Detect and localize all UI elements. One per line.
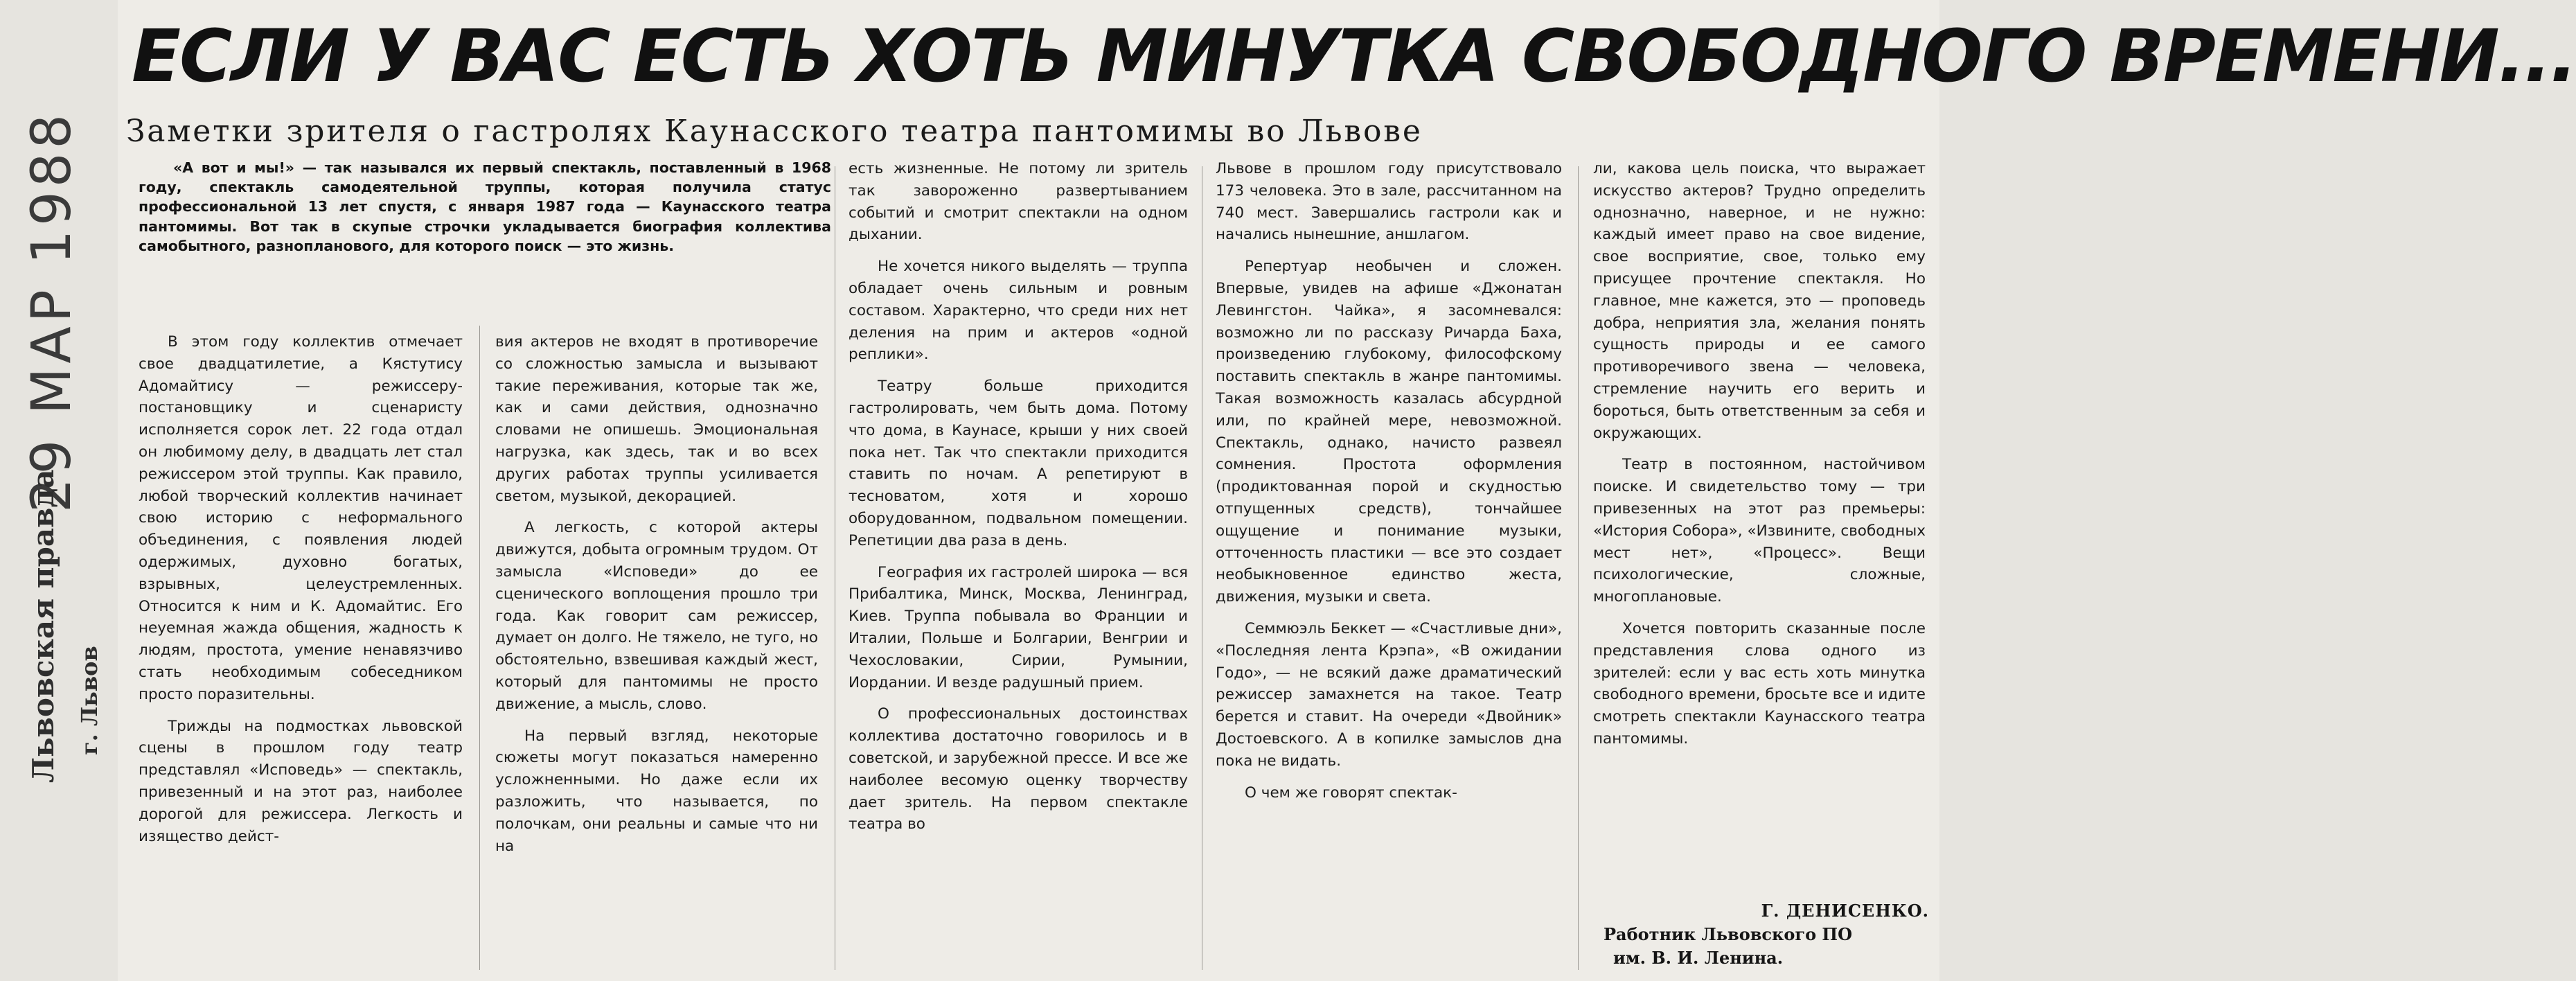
paragraph: Театру больше приходится гастролировать, чем быть дома. Потому что дома, в Каунасе, крыши у них своей пока нет. Так что спектакли приходится ставить по ночам. А репетируют в тесноватом, хотя и хорошо оборудованном, подвальном помещении. Репетиции два раза в день. [849, 378, 1188, 549]
paragraph: вия актеров не входят в противоречие со сложностью замысла и вызывают такие переживания, которые так же, как и сами действия, однозначно словами не опишешь. Эмоциональная нагрузка, как здесь, так и во всех других работах труппы усиливается светом, музыкой, декорацией. [495, 333, 818, 505]
column-1 [139, 331, 463, 857]
article-subheadline: Заметки зрителя о гастролях Каунасского театра пантомимы во Львове [126, 114, 1423, 149]
article-headline: ЕСЛИ У ВАС ЕСТЬ ХОТЬ МИНУТКА СВОБОДНОГО ВРЕМЕНИ... [132, 14, 2576, 98]
article-lead [139, 158, 831, 256]
column-3 [849, 158, 1188, 845]
newspaper-city: г. Львов [76, 646, 103, 755]
column-5 [1593, 158, 1926, 760]
paragraph: Театр в постоянном, настойчивом поиске. И свидетельство тому — три привезенных на этот раз премьеры: «История Собора», «Извините, свободных мест нет», «Процесс». Вещи психологические, сложные, многоплановые. [1593, 456, 1926, 606]
paragraph: О профессиональных достоинствах коллектива достаточно говорилось и в советской, и зарубежной прессе. И все же наиболее весомую оценку творчеству дает зритель. На первом спектакле театра во [849, 705, 1188, 833]
column-4 [1216, 158, 1562, 813]
author-name: Г. ДЕНИСЕНКО. [1761, 901, 1929, 921]
paragraph: есть жизненные. Не потому ли зритель так завороженно развертыванием событий и смотрит спектакли на одном дыхании. [849, 160, 1188, 244]
stamp-date: 29 МАР 1988 [21, 109, 83, 513]
newspaper-clipping [118, 0, 2576, 981]
column-2 [495, 331, 818, 867]
author-signature [1604, 899, 1929, 970]
paragraph: Репертуар необычен и сложен. Впервые, увидев на афише «Джонатан Левингстон. Чайка», я засомневался: возможно ли по рассказу Ричарда Баха, произведению глубокому, философскому поставить спектакль в жанре пантомимы. Такая возможность казалась абсурдной или, по крайней мере, невозможной. Спектакль, однако, начисто развеял сомнения. Простота оформления (продиктованная порой и скудностью отпущенных средств), тончайшее ощущение и понимание музыки, отточенность пластики — все это создает необыкновенное единство жеста, движения, музыки и света. [1216, 258, 1562, 606]
paragraph: В этом году коллектив отмечает свое двадцатилетие, а Кястутису Адомайтису — режиссеру-постановщику и сценаристу исполняется сорок лет. 22 года отдал он любимому делу, в двадцать лет стал режиссером этой труппы. Как правило, любой творческий коллектив начинает свою историю с неформального объединения, с появления людей одержимых, духовно богатых, взрывных, целеустремленных. Относится к ним и К. Адомайтис. Его неуемная жажда общения, жадность к людям, простота, умение ненавязчиво стать необходимым собеседником просто поразительны. [139, 333, 463, 703]
paragraph: Хочется повторить сказанные после представления слова одного из зрителей: если у вас есть хоть минутка свободного времени, бросьте все и идите смотреть спектакли Каунасского театра пантомимы. [1593, 619, 1926, 748]
column-divider [1578, 166, 1579, 970]
paragraph: Львове в прошлом году присутствовало 173 человека. Это в зале, рассчитанном на 740 мест. Завершались гастроли как и начались нынешние, аншлагом. [1216, 160, 1562, 244]
paragraph: Не хочется никого выделять — труппа обладает очень сильным и ровным составом. Характерно, что среди них нет деления на прим и актеров «одной реплики». [849, 258, 1188, 364]
column-divider [479, 326, 480, 970]
paragraph: ли, какова цель поиска, что выражает искусство актеров? Трудно определить однозначно, наверное, и не нужно: каждый имеет право на свое видение, свое восприятие, свое, только ему присущее прочтение спектакля. Но главное, мне кажется, это — проповедь добра, неприятия зла, желания понять сущность природы и ее самого противоречивого звена — человека, стремление научить его верить и бороться, быть ответственным за себя и окружающих. [1593, 160, 1926, 442]
archive-stamp [12, 0, 130, 981]
paragraph: География их гастролей широка — вся Прибалтика, Минск, Москва, Ленинград, Киев. Труппа побывала во Франции и Италии, Польше и Болгарии, Венгрии и Чехословакии, Сирии, Румынии, Иордании. И везде радушный прием. [849, 563, 1188, 691]
paragraph: Семмюэль Беккет — «Счастливые дни», «Последняя лента Крэпа», «В ожидании Годо», — не всякий даже драматический режиссер замахнется на такое. Театр берется и ставит. На очереди «Двойник» Достоевского. А в копилке замыслов дна пока не видать. [1216, 619, 1562, 770]
newspaper-name: Львовская правда [26, 469, 60, 783]
paragraph: А легкость, с которой актеры движутся, добыта огромным трудом. От замысла «Исповеди» до ее сценического воплощения прошло три года. Как говорит сам режиссер, думает он долго. Не тяжело, не туго, но обстоятельно, взвешивая каждый жест, который для пантомимы не просто движение, а мысль, слово. [495, 519, 818, 713]
paragraph: Трижды на подмостках львовской сцены в прошлом году театр представлял «Исповедь» — спектакль, привезенный и на этот раз, наиболее дорогой для режиссера. Легкость и изящество дейст- [139, 717, 463, 845]
author-role: Работник Львовского ПО [1604, 924, 1853, 944]
paragraph: О чем же говорят спектак- [1245, 784, 1457, 802]
paragraph: На первый взгляд, некоторые сюжеты могут показаться намеренно усложненными. Но даже если их разложить, что называется, по полочкам, они реальны и самые что ни на [495, 727, 818, 855]
author-role-line-2: им. В. И. Ленина. [1613, 948, 1784, 968]
lead-paragraph: «А вот и мы!» — так назывался их первый спектакль, поставленный в 1968 году, спектакль самодеятельной труппы, которая получила статус профессиональной 13 лет спустя, с января 1987 года — Каунасского театра пантомимы. Вот так в скупые строчки укладывается биография коллектива самобытного, разнопланового, для которого поиск — это жизнь. [139, 159, 831, 254]
